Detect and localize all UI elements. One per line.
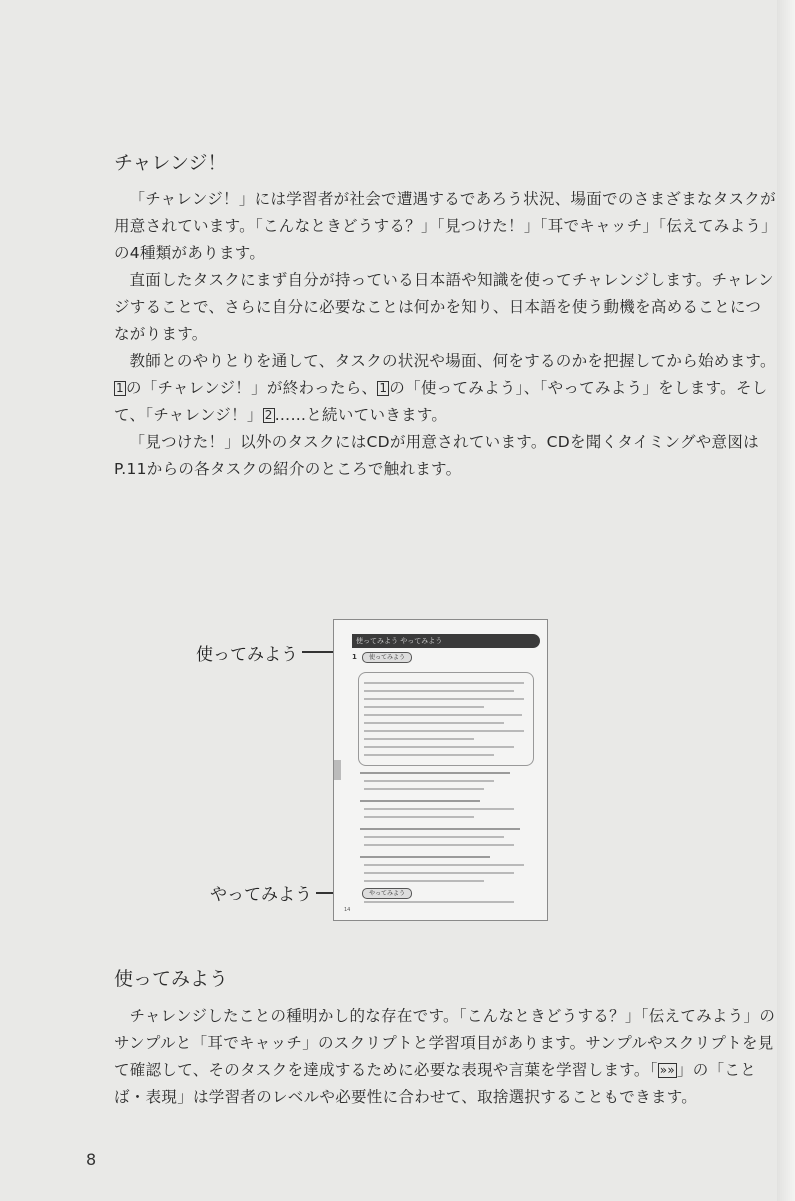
thumb-page-number: 14 xyxy=(344,907,351,913)
thumb-line xyxy=(364,746,514,748)
thumb-line xyxy=(364,844,514,846)
thumb-line xyxy=(364,816,474,818)
thumb-line xyxy=(364,808,514,810)
thumb-line xyxy=(364,714,522,716)
thumb-line xyxy=(360,800,480,802)
thumb-tag-yatte: やってみよう xyxy=(362,888,412,899)
thumb-line xyxy=(364,872,514,874)
thumb-number: 1 xyxy=(352,653,357,661)
page-number: 8 xyxy=(86,1150,97,1169)
thumb-line xyxy=(364,754,494,756)
paragraph-challenge-flow: 教師とのやりとりを通して、タスクの状況や場面、何をするのかを把握してから始めます。1 の「チャレンジ！」が終わったら、 1 の「使ってみよう」、「やってみよう」をします。そして、「チャレンジ！」 2 ……と続いていきます。 xyxy=(114,352,776,424)
thumb-line xyxy=(364,738,474,740)
number-mark-1: 1 xyxy=(116,381,124,395)
thumb-line xyxy=(364,836,504,838)
thumb-dialog-box xyxy=(358,672,534,766)
thumb-line xyxy=(364,788,484,790)
number-mark-1b: 1 xyxy=(379,381,388,395)
thumb-tag-tsukatte: 使ってみよう xyxy=(362,652,412,663)
section-title-tsukatte: 使ってみよう xyxy=(114,968,229,990)
thumb-line xyxy=(364,682,524,684)
thumb-line xyxy=(364,690,514,692)
paragraph-challenge-task: 直面したタスクにまず自分が持っている日本語や知識を使ってチャレンジします。チャレンジすることで、さらに自分に必要なことは何かを知り、日本語を使う動機を高めることにつながります。 xyxy=(114,271,774,343)
thumb-line xyxy=(360,856,490,858)
thumb-line xyxy=(364,864,524,866)
thumb-line xyxy=(360,828,520,830)
expression-mark-icon: »» xyxy=(659,1063,675,1077)
paragraph-challenge-cd: 「見つけた！」以外のタスクにはCDが用意されています。CDを聞くタイミングや意図はP.11からの各タスクの紹介のところで触れます。 xyxy=(114,433,759,478)
thumb-line xyxy=(364,901,514,903)
textbook-page-thumbnail xyxy=(333,619,548,921)
paragraph-tsukatte: チャレンジしたことの種明かし的な存在です。「こんなときどうする？」「伝えてみよう」のサンプルと「耳でキャッチ」のスクリプトと学習項目があります。サンプルやスクリプトを見て確認して、そのタスクを達成するために必要な表現や言葉を学習します。「 »» 」の「ことば・表現」は学習者のレベルや必要性に合わせて、取捨選択することもできます。 xyxy=(114,1007,776,1106)
thumb-line xyxy=(360,772,510,774)
thumb-line xyxy=(364,698,524,700)
thumb-side-tab xyxy=(334,760,341,780)
thumb-line xyxy=(364,780,494,782)
paragraph-challenge-intro: 「チャレンジ！」には学習者が社会で遭遇するであろう状況、場面でのさまざまなタスクが用意されています。「こんなときどうする？」「見つけた！」「耳でキャッチ」「伝えてみよう」の4種類があります。 xyxy=(114,190,776,262)
thumb-line xyxy=(364,730,524,732)
number-mark-2: 2 xyxy=(264,408,273,422)
page-edge xyxy=(777,0,795,1201)
callout-yatte: やってみよう xyxy=(210,885,312,905)
section-title-challenge: チャレンジ！ xyxy=(114,152,227,174)
thumb-line xyxy=(364,722,504,724)
thumb-line xyxy=(364,880,484,882)
thumb-header-bar: 使ってみよう やってみよう xyxy=(352,634,540,648)
callout-tsukatte: 使ってみよう xyxy=(196,645,298,665)
thumb-line xyxy=(364,706,484,708)
